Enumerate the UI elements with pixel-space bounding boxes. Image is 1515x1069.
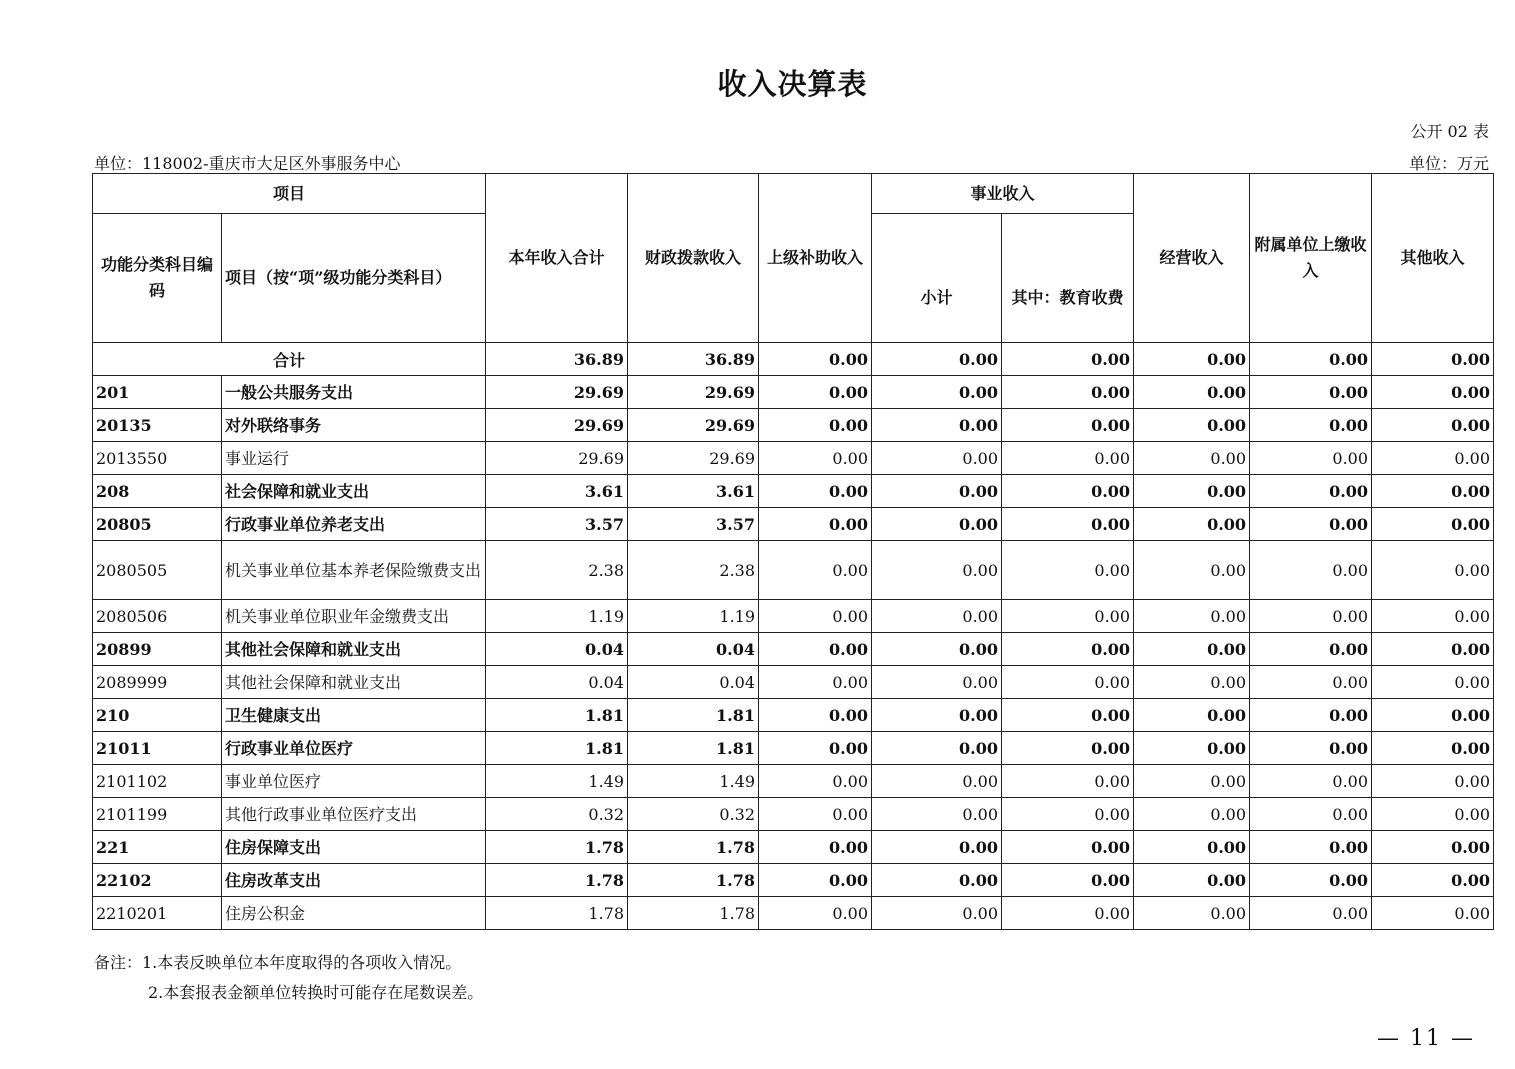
- row-value: 0.00: [1250, 633, 1372, 666]
- header-superior: 上级补助收入: [759, 174, 872, 343]
- row-name: 机关事业单位职业年金缴费支出: [222, 600, 486, 633]
- row-name: 社会保障和就业支出: [222, 475, 486, 508]
- row-value: 1.19: [486, 600, 628, 633]
- row-name: 事业单位医疗: [222, 765, 486, 798]
- row-value: 0.00: [1002, 897, 1134, 930]
- row-value: 0.00: [1002, 666, 1134, 699]
- row-value: 0.00: [1134, 699, 1250, 732]
- row-value: 0.00: [1372, 831, 1494, 864]
- row-value: 0.00: [1134, 475, 1250, 508]
- row-code: 2101102: [93, 765, 222, 798]
- row-value: 0.00: [1002, 376, 1134, 409]
- row-value: 0.00: [1250, 508, 1372, 541]
- total-value: 36.89: [486, 343, 628, 376]
- total-value: 0.00: [759, 343, 872, 376]
- row-value: 3.57: [628, 508, 759, 541]
- row-value: 0.00: [872, 666, 1002, 699]
- row-code: 210: [93, 699, 222, 732]
- row-value: 0.00: [872, 600, 1002, 633]
- row-name: 行政事业单位养老支出: [222, 508, 486, 541]
- table-row: [93, 666, 1494, 699]
- unit-organization: 单位：118002-重庆市大足区外事服务中心: [94, 154, 401, 173]
- table-row: [93, 376, 1494, 409]
- row-value: 0.00: [1372, 864, 1494, 897]
- table-row: [93, 442, 1494, 475]
- header-subtotal: 小计: [872, 214, 1002, 343]
- total-value: 36.89: [628, 343, 759, 376]
- row-value: 3.61: [486, 475, 628, 508]
- row-value: 0.00: [1250, 699, 1372, 732]
- row-value: 2.38: [486, 541, 628, 600]
- row-value: 1.81: [628, 699, 759, 732]
- row-value: 0.00: [1372, 442, 1494, 475]
- row-value: 0.00: [872, 508, 1002, 541]
- row-value: 0.00: [1250, 600, 1372, 633]
- row-value: 0.00: [872, 633, 1002, 666]
- row-value: 1.81: [486, 699, 628, 732]
- row-code: 20899: [93, 633, 222, 666]
- row-name: 住房改革支出: [222, 864, 486, 897]
- row-value: 0.00: [1250, 376, 1372, 409]
- row-value: 1.78: [628, 831, 759, 864]
- row-value: 0.00: [1002, 600, 1134, 633]
- row-value: 0.04: [486, 666, 628, 699]
- total-value: 0.00: [1134, 343, 1250, 376]
- row-value: 1.78: [486, 831, 628, 864]
- row-value: 0.00: [1372, 798, 1494, 831]
- row-value: 3.61: [628, 475, 759, 508]
- row-value: 0.00: [1250, 475, 1372, 508]
- row-code: 2210201: [93, 897, 222, 930]
- income-table: [92, 173, 1494, 930]
- row-value: 0.00: [1002, 831, 1134, 864]
- row-value: 0.00: [759, 831, 872, 864]
- row-name: 行政事业单位医疗: [222, 732, 486, 765]
- row-code: 201: [93, 376, 222, 409]
- row-value: 0.00: [1134, 600, 1250, 633]
- total-label: 合计: [93, 343, 486, 376]
- header-total-income: 本年收入合计: [486, 174, 628, 343]
- row-value: 0.00: [1250, 666, 1372, 699]
- total-value: 0.00: [1372, 343, 1494, 376]
- row-value: 0.00: [1134, 798, 1250, 831]
- table-row: [93, 699, 1494, 732]
- row-value: 0.00: [759, 376, 872, 409]
- notes: [94, 948, 483, 1008]
- row-value: 1.78: [628, 897, 759, 930]
- row-value: 2.38: [628, 541, 759, 600]
- row-value: 0.00: [1372, 600, 1494, 633]
- row-value: 1.81: [628, 732, 759, 765]
- row-value: 1.19: [628, 600, 759, 633]
- row-value: 0.00: [872, 831, 1002, 864]
- row-value: 0.00: [759, 600, 872, 633]
- table-row: [93, 475, 1494, 508]
- row-value: 0.00: [1002, 442, 1134, 475]
- row-code: 21011: [93, 732, 222, 765]
- row-value: 0.00: [1134, 765, 1250, 798]
- row-value: 0.00: [1372, 633, 1494, 666]
- table-row: [93, 409, 1494, 442]
- row-value: 0.00: [1002, 765, 1134, 798]
- table-row: [93, 541, 1494, 600]
- row-value: 1.78: [628, 864, 759, 897]
- row-value: 29.69: [486, 376, 628, 409]
- row-name: 对外联络事务: [222, 409, 486, 442]
- header-education: 其中：教育收费: [1002, 214, 1134, 343]
- row-value: 1.49: [628, 765, 759, 798]
- row-value: 0.00: [1250, 409, 1372, 442]
- row-value: 0.00: [1002, 798, 1134, 831]
- row-value: 0.00: [759, 475, 872, 508]
- note-line-1: 备注：1.本表反映单位本年度取得的各项收入情况。: [94, 953, 462, 972]
- row-name: 一般公共服务支出: [222, 376, 486, 409]
- row-value: 0.00: [1134, 897, 1250, 930]
- row-value: 0.00: [1002, 508, 1134, 541]
- table-row: [93, 600, 1494, 633]
- row-code: 2013550: [93, 442, 222, 475]
- table-row: [93, 508, 1494, 541]
- row-value: 1.78: [486, 897, 628, 930]
- row-code: 2080505: [93, 541, 222, 600]
- row-value: 29.69: [486, 442, 628, 475]
- page-title: 收入决算表: [717, 67, 868, 101]
- row-value: 0.00: [759, 541, 872, 600]
- header-fiscal: 财政拨款收入: [628, 174, 759, 343]
- row-value: 0.00: [1250, 732, 1372, 765]
- header-project: 项目: [93, 174, 486, 214]
- row-value: 0.00: [759, 442, 872, 475]
- header-other: 其他收入: [1372, 174, 1494, 343]
- page-number: — 11 —: [1377, 1026, 1475, 1051]
- row-value: 0.00: [872, 897, 1002, 930]
- row-name: 机关事业单位基本养老保险缴费支出: [222, 541, 486, 600]
- row-value: 0.00: [1134, 541, 1250, 600]
- row-code: 20135: [93, 409, 222, 442]
- total-row: [93, 343, 1494, 376]
- row-value: 0.00: [1250, 831, 1372, 864]
- row-value: 0.04: [628, 633, 759, 666]
- row-value: 0.00: [759, 798, 872, 831]
- unit-money: 单位：万元: [1408, 154, 1489, 173]
- row-value: 0.00: [1250, 897, 1372, 930]
- table-row: [93, 864, 1494, 897]
- row-value: 0.00: [759, 666, 872, 699]
- row-value: 29.69: [486, 409, 628, 442]
- row-value: 0.00: [1372, 699, 1494, 732]
- row-value: 0.00: [872, 798, 1002, 831]
- table-row: [93, 831, 1494, 864]
- row-code: 221: [93, 831, 222, 864]
- header-operating: 经营收入: [1134, 174, 1250, 343]
- row-value: 0.00: [872, 699, 1002, 732]
- row-code: 2080506: [93, 600, 222, 633]
- row-value: 0.00: [872, 864, 1002, 897]
- table-row: [93, 732, 1494, 765]
- row-value: 0.00: [1002, 409, 1134, 442]
- row-value: 0.00: [1002, 864, 1134, 897]
- row-value: 0.00: [759, 897, 872, 930]
- row-code: 2089999: [93, 666, 222, 699]
- row-value: 0.00: [759, 508, 872, 541]
- row-name: 住房公积金: [222, 897, 486, 930]
- row-value: 1.78: [486, 864, 628, 897]
- row-value: 0.00: [1372, 475, 1494, 508]
- row-value: 0.00: [1372, 541, 1494, 600]
- row-code: 208: [93, 475, 222, 508]
- row-value: 0.00: [759, 864, 872, 897]
- row-name: 其他社会保障和就业支出: [222, 633, 486, 666]
- row-value: 0.00: [1134, 442, 1250, 475]
- table-row: [93, 765, 1494, 798]
- row-value: 0.00: [1372, 765, 1494, 798]
- row-value: 0.00: [1372, 666, 1494, 699]
- row-value: 0.04: [628, 666, 759, 699]
- row-value: 0.00: [1250, 864, 1372, 897]
- row-value: 0.00: [1002, 475, 1134, 508]
- row-value: 0.00: [1372, 376, 1494, 409]
- row-value: 3.57: [486, 508, 628, 541]
- total-value: 0.00: [1250, 343, 1372, 376]
- header-business: 事业收入: [872, 174, 1134, 214]
- row-value: 0.00: [1372, 732, 1494, 765]
- row-value: 0.00: [1134, 732, 1250, 765]
- row-code: 2101199: [93, 798, 222, 831]
- row-value: 0.00: [1372, 508, 1494, 541]
- row-value: 1.81: [486, 732, 628, 765]
- row-value: 29.69: [628, 409, 759, 442]
- row-value: 0.00: [1002, 541, 1134, 600]
- total-value: 0.00: [872, 343, 1002, 376]
- row-value: 0.00: [1372, 409, 1494, 442]
- form-number: 公开 02 表: [1410, 122, 1489, 141]
- table-row: [93, 897, 1494, 930]
- row-name: 卫生健康支出: [222, 699, 486, 732]
- row-value: 0.00: [1134, 409, 1250, 442]
- row-value: 0.00: [872, 732, 1002, 765]
- table-row: [93, 633, 1494, 666]
- row-value: 0.00: [872, 409, 1002, 442]
- row-value: 0.00: [1002, 633, 1134, 666]
- row-value: 0.32: [628, 798, 759, 831]
- row-value: 1.49: [486, 765, 628, 798]
- row-value: 0.32: [486, 798, 628, 831]
- row-value: 0.00: [1002, 732, 1134, 765]
- row-value: 0.00: [759, 633, 872, 666]
- row-value: 0.00: [1002, 699, 1134, 732]
- row-value: 29.69: [628, 442, 759, 475]
- row-name: 住房保障支出: [222, 831, 486, 864]
- row-name: 事业运行: [222, 442, 486, 475]
- row-value: 0.00: [1250, 765, 1372, 798]
- header-project-name: 项目（按“项”级功能分类科目）: [222, 214, 486, 343]
- row-value: 0.00: [872, 475, 1002, 508]
- row-value: 0.00: [759, 765, 872, 798]
- note-line-2: 2.本套报表金额单位转换时可能存在尾数误差。: [148, 983, 484, 1002]
- row-value: 0.00: [1134, 376, 1250, 409]
- table-row: [93, 798, 1494, 831]
- row-value: 0.00: [759, 699, 872, 732]
- row-value: 0.00: [872, 765, 1002, 798]
- row-value: 0.00: [1250, 798, 1372, 831]
- row-value: 0.00: [1134, 864, 1250, 897]
- row-value: 0.00: [1134, 666, 1250, 699]
- row-code: 20805: [93, 508, 222, 541]
- row-value: 0.00: [1134, 508, 1250, 541]
- row-value: 0.00: [872, 541, 1002, 600]
- row-value: 0.00: [759, 732, 872, 765]
- row-value: 0.00: [1134, 831, 1250, 864]
- row-value: 0.00: [1372, 897, 1494, 930]
- row-value: 0.04: [486, 633, 628, 666]
- row-name: 其他行政事业单位医疗支出: [222, 798, 486, 831]
- row-value: 0.00: [759, 409, 872, 442]
- header-affiliated: 附属单位上缴收入: [1250, 174, 1372, 343]
- row-value: 0.00: [1250, 442, 1372, 475]
- row-name: 其他社会保障和就业支出: [222, 666, 486, 699]
- header-func-code: 功能分类科目编码: [93, 214, 222, 343]
- row-value: 0.00: [1134, 633, 1250, 666]
- row-value: 29.69: [628, 376, 759, 409]
- total-value: 0.00: [1002, 343, 1134, 376]
- row-code: 22102: [93, 864, 222, 897]
- row-value: 0.00: [872, 376, 1002, 409]
- row-value: 0.00: [1250, 541, 1372, 600]
- row-value: 0.00: [872, 442, 1002, 475]
